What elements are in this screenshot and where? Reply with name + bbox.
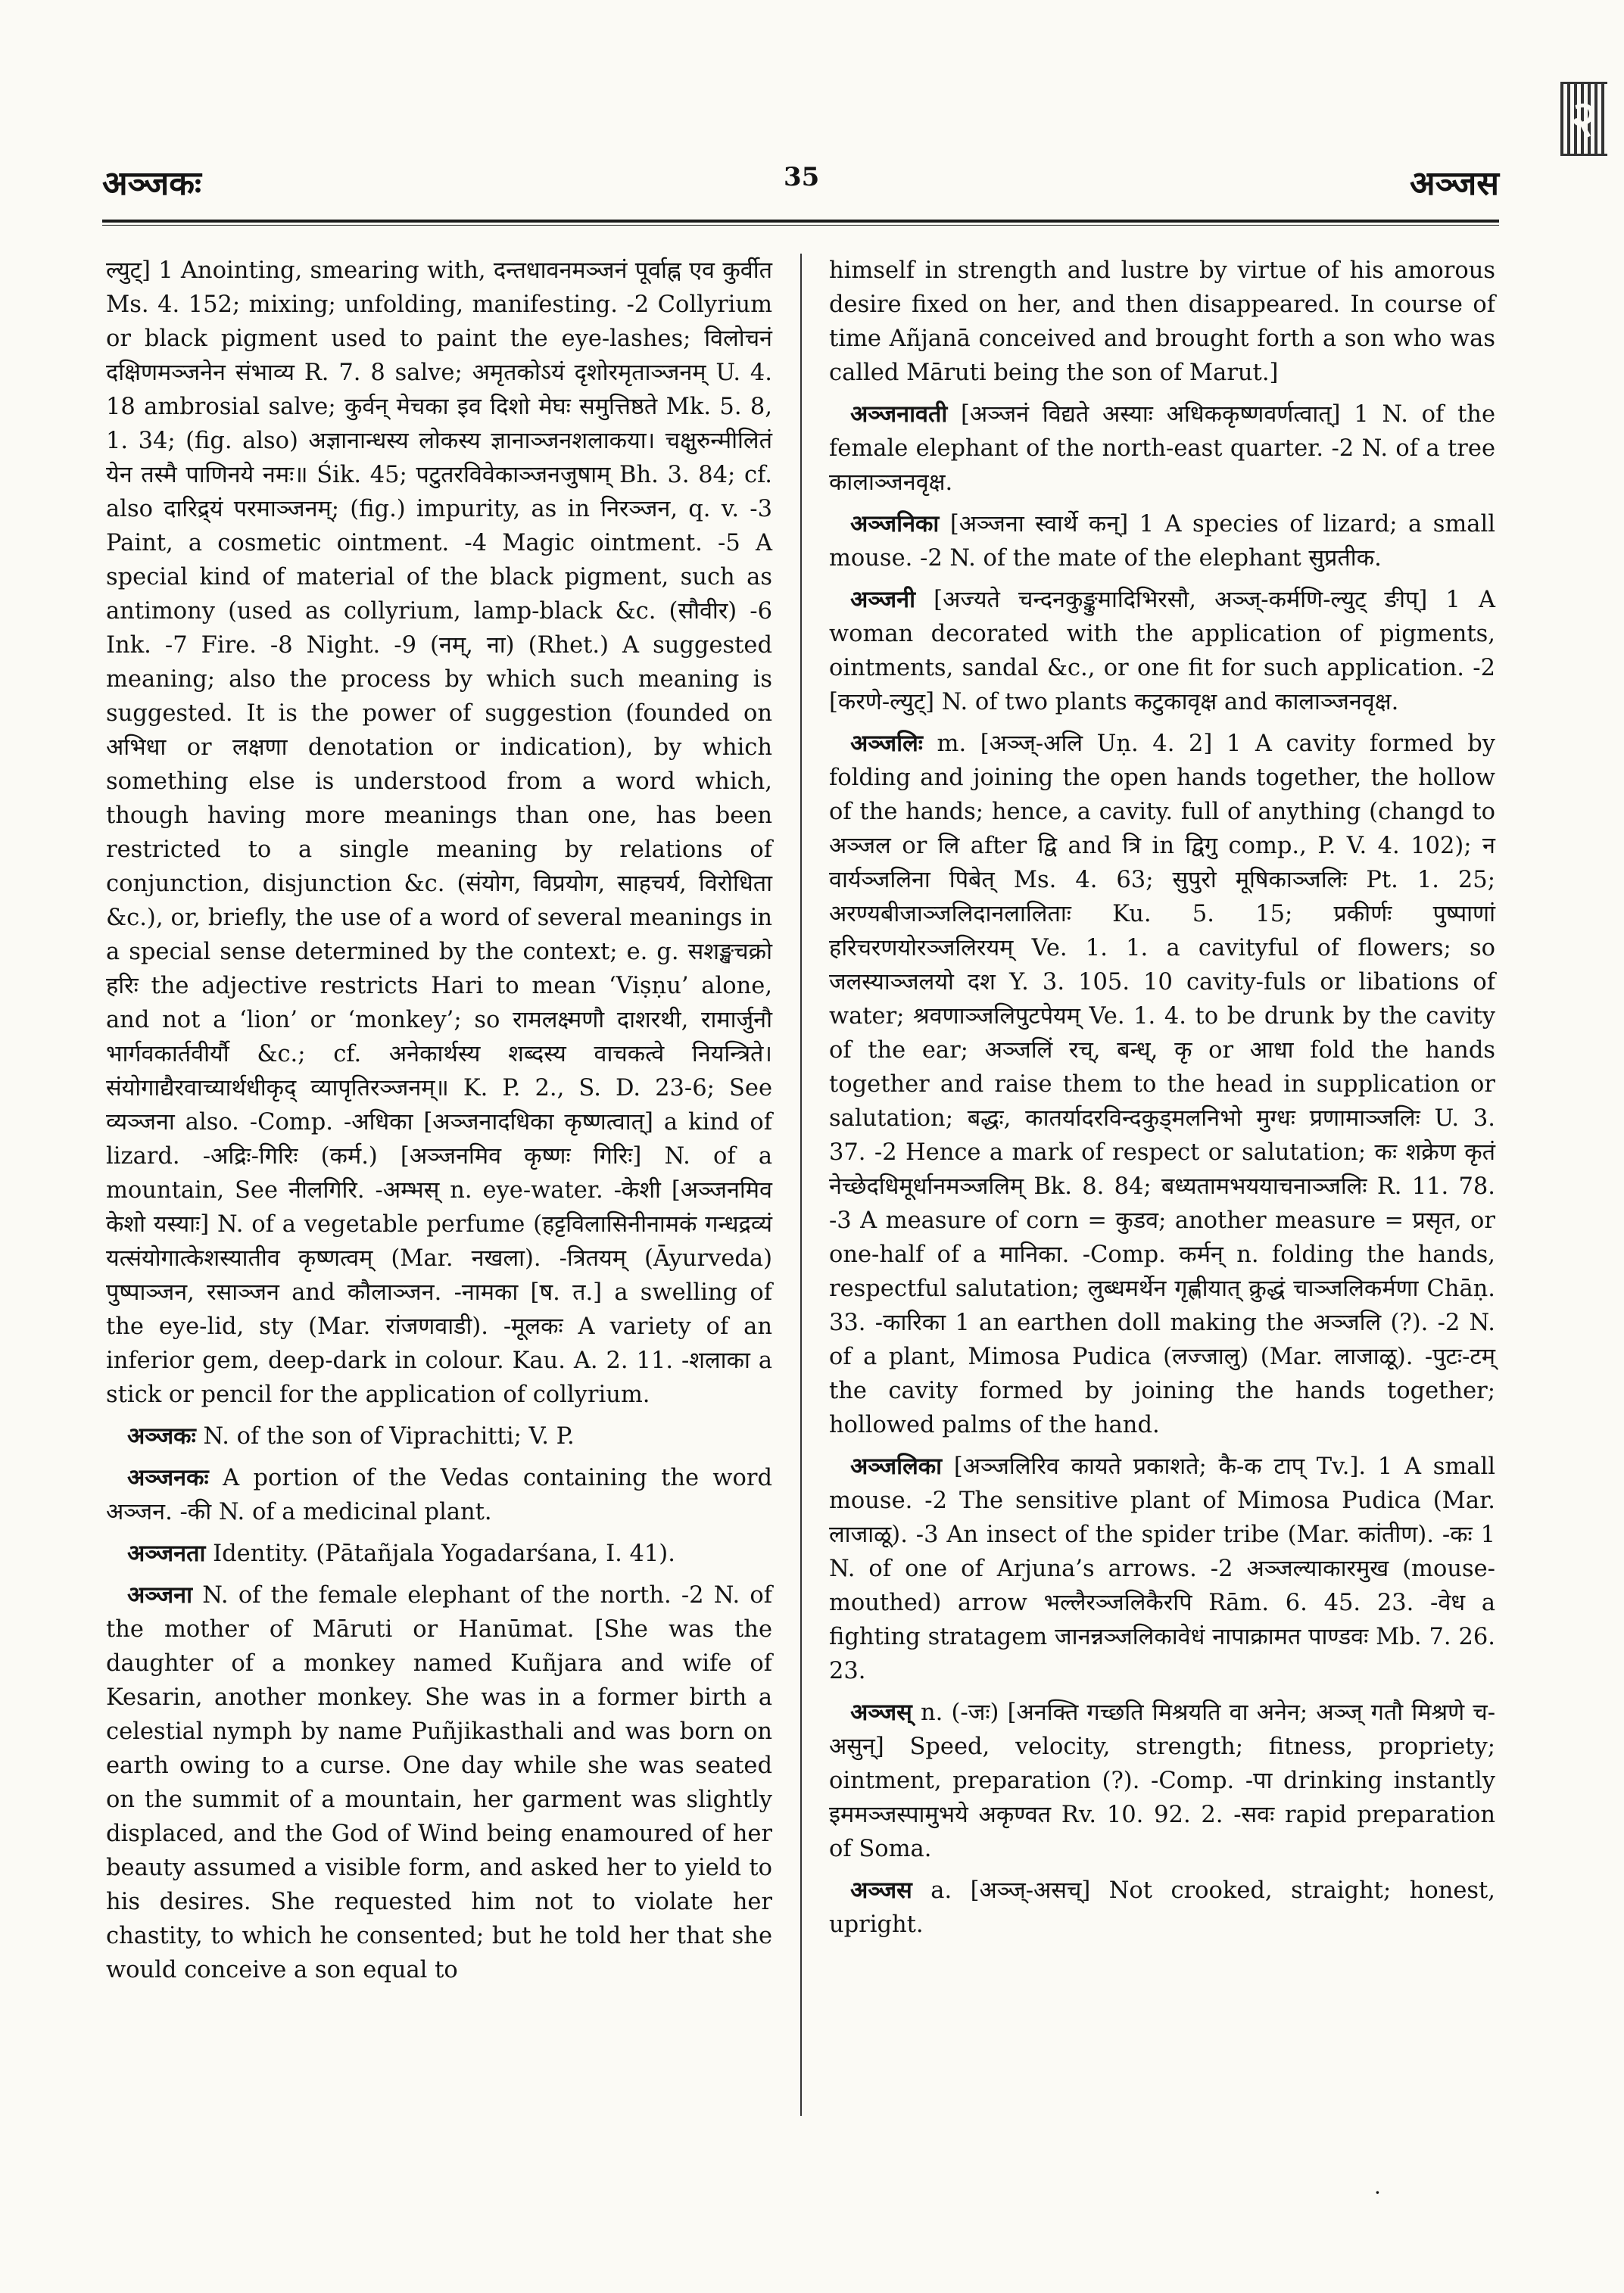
entry-headword: अञ्जनावती <box>850 400 948 428</box>
header-rule-thin <box>102 225 1499 226</box>
stray-mark: · <box>1374 2180 1381 2205</box>
entry-text: [अज्यते चन्दनकुङ्कुमादिभिरसौ, अञ्ज्-कर्मणि-ल्युट् ङीप्] 1 A woman decorated with the application of pigments, ointments, sandal &c., or one fit for such application. -2 [करणे-ल्युट्] N. of two plants कटुकावृक्ष and कालाञ्जनवृक्ष. <box>829 587 1495 715</box>
entry-text: [अञ्जना स्वार्थे कन्] 1 A species of lizard; a small mouse. -2 N. of the mate of the elephant सुप्रतीक. <box>829 511 1495 572</box>
entry-text: Identity. (Pātañjala Yogadarśana, I. 41). <box>205 1541 675 1567</box>
entry-headword: अञ्जस् <box>850 1699 912 1726</box>
entry-headword: अञ्जलिः <box>850 730 923 757</box>
right-column <box>829 254 1495 1949</box>
dictionary-entry <box>829 507 1495 575</box>
entry-headword: अञ्जलिका <box>850 1453 943 1480</box>
entry-text: A portion of the Vedas containing the word अञ्जन. -की N. of a medicinal plant. <box>106 1465 772 1525</box>
dictionary-entry <box>106 1578 772 1987</box>
entry-text: n. (-जः) [अनक्ति गच्छति मिश्रयति वा अनेन; अञ्ज् गतौ मिश्रणे च-असुन्] Speed, velocity, strength; fitness, propriety; ointment, preparation (?). -Comp. -पा drinking instantly इममञ्जस्पामुभये अकृण्वत Rv. 10. 92. 2. -सवः rapid preparation of Soma. <box>829 1699 1495 1862</box>
header-right-headword: अञ्जस <box>1409 164 1499 203</box>
entry-headword: अञ्जना <box>127 1581 193 1609</box>
entry-headword: अञ्जनिका <box>850 510 940 537</box>
dictionary-entry <box>829 727 1495 1442</box>
entry-text: [अञ्जनं विद्यते अस्याः अधिककृष्णवर्णत्वात्] 1 N. of the female elephant of the north-east quarter. -2 N. of a tree कालाञ्जनवृक्ष. <box>829 401 1495 496</box>
entry-text: himself in strength and lustre by virtue of his amorous desire fixed on her, and then disappeared. In course of time Añjanā conceived and brought forth a son who was called Māruti being the son of Marut.] <box>829 257 1495 386</box>
entry-text: a. [अञ्ज्-असच्] Not crooked, straight; honest, upright. <box>829 1877 1495 1938</box>
entry-headword: अञ्जनता <box>127 1540 206 1567</box>
entry-headword: अञ्जकः <box>127 1422 196 1450</box>
entry-text: [अञ्जलिरिव कायते प्रकाशते; कै-क टाप् Tv.]. 1 A small mouse. -2 The sensitive plant of Mimosa Pudica (Mar. लाजाळू). -3 An insect of the spider tribe (Mar. कांतीण). -कः 1 N. of one of Arjuna’s arrows. -2 अञ्जल्याकारमुख (mouse-mouthed) arrow भल्लैरञ्जलिकैरपि Rām. 6. 45. 23. -वेध a fighting stratagem जानन्नञ्जलिकावेधं नापाक्रामत पाण्डवः Mb. 7. 26. 23. <box>829 1453 1495 1684</box>
dictionary-entry <box>829 1450 1495 1688</box>
entry-text: N. of the son of Viprachitti; V. P. <box>195 1423 575 1450</box>
dictionary-entry <box>106 254 772 1412</box>
column-divider <box>800 254 802 2116</box>
page-number: 35 <box>784 162 820 192</box>
dictionary-entry <box>829 254 1495 390</box>
entry-headword: अञ्जनकः <box>127 1464 209 1491</box>
dictionary-entry <box>829 583 1495 719</box>
dictionary-entry <box>106 1419 772 1453</box>
entry-text: N. of the female elephant of the north. -2 N. of the mother of Māruti or Hanūmat. [She was the daughter of a monkey named Kuñjara and wife of Kesarin, another monkey. She was in a former birth a celestial nymph by name Puñjikasthali and was born on earth owing to a curse. One day while she was seated on the summit of a mountain, her garment was slightly displaced, and the God of Wind being enamoured of her beauty assumed a visible form, and asked her to yield to his desires. She requested him not to violate her chastity, to which he consented; but he told her that she would conceive a son equal to <box>106 1582 772 1983</box>
dictionary-entry <box>829 397 1495 500</box>
entry-text: ल्युट्] 1 Anointing, smearing with, दन्तधावनमञ्जनं पूर्वाह्न एव कुर्वीत Ms. 4. 152; mixing; unfolding, manifesting. -2 Collyrium or black pigment used to paint the eye-lashes; विलोचनं दक्षिणमञ्जनेन संभाव्य R. 7. 8 salve; अमृतकोऽयं दृशोरमृताञ्जनम् U. 4. 18 ambrosial salve; कुर्वन् मेचका इव दिशो मेघः समुत्तिष्ठते Mk. 5. 8, 1. 34; (fig. also) अज्ञानान्धस्य लोकस्य ज्ञानाञ्जनशलाकया। चक्षुरुन्मीलितं येन तस्मै पाणिनये नमः॥ Śik. 45; पटुतरविवेकाञ्जनजुषाम् Bh. 3. 84; cf. also दारिद्र्यं परमाञ्जनम्; (fig.) impurity, as in निरञ्जन, q. v. -3 Paint, a cosmetic ointment. -4 Magic ointment. -5 A special kind of material of the black pigment, such as antimony (used as collyrium, lamp-black &c. (सौवीर) -6 Ink. -7 Fire. -8 Night. -9 (नम्, ना) (Rhet.) A suggested meaning; also the process by which such meaning is suggested. It is the power of suggestion (founded on अभिधा or लक्षणा denotation or indication), by which something else is understood from a word which, though having more meanings than one, has been restricted to a single meaning by relations of conjunction, disjunction &c. (संयोग, विप्रयोग, साहचर्य, विरोधिता &c.), or, briefly, the use of a word of several meanings in a special sense determined by the context; e. g. सशङ्खचक्रो हरिः the adjective restricts Hari to mean ‘Viṣṇu’ alone, and not a ‘lion’ or ‘monkey’; so रामलक्ष्मणौ दाशरथी, रामार्जुनौ भार्गवकार्तवीर्यौ &c.; cf. अनेकार्थस्य शब्दस्य वाचकत्वे नियन्त्रिते। संयोगाद्यैरवाच्यार्थधीकृद् व्यापृतिरञ्जनम्॥ K. P. 2., S. D. 23-6; See व्यञ्जना also. -Comp. -अधिका [अञ्जनादधिका कृष्णत्वात्] a kind of lizard. -अद्रिः-गिरिः (कर्म.) [अञ्जनमिव कृष्णः गिरिः] N. of a mountain, See नीलगिरि. -अम्भस् n. eye-water. -केशी [अञ्जनमिव केशो यस्याः] N. of a vegetable perfume (हट्टविलासिनीनामकं गन्धद्रव्यं यत्संयोगात्केशस्यातीव कृष्णत्वम् (Mar. नखला). -त्रितयम् (Āyurveda) पुष्पाञ्जन, रसाञ्जन and कौलाञ्जन. -नामका [ष. त.] a swelling of the eye-lid, sty (Mar. रांजणवाडी). -मूलकः A variety of an inferior gem, deep-dark in colour. Kau. A. 2. 11. -शलाका a stick or pencil for the application of collyrium. <box>106 257 772 1408</box>
dictionary-entry <box>829 1874 1495 1942</box>
entry-text: m. [अञ्ज्-अलि Uṇ. 4. 2] 1 A cavity formed by folding and joining the open hands together, the hollow of the hands; hence, a cavity. full of anything (changd to अञ्जल or लि after द्वि and त्रि in द्विगु comp., P. V. 4. 102); न वार्यञ्जलिना पिबेत् Ms. 4. 63; सुपुरो मूषिकाञ्जलिः Pt. 1. 25; अरण्यबीजाञ्जलिदानलालिताः Ku. 5. 15; प्रकीर्णः पुष्पाणां हरिचरणयोरञ्जलिरयम् Ve. 1. 1. a cavityful of flowers; so जलस्याञ्जलयो दश Y. 3. 105. 10 cavity-fuls or libations of water; श्रवणाञ्जलिपुटपेयम् Ve. 1. 4. to be drunk by the cavity of the ear; अञ्जलिं रच्, बन्ध्, कृ or आधा fold the hands together and raise them to the head in supplication or salutation; बद्धः, कातर्यादरविन्दकुड्मलनिभो मुग्धः प्रणामाञ्जलिः U. 3. 37. -2 Hence a mark of respect or salutation; कः शक्रेण कृतं नेच्छेदधिमूर्धानमञ्जलिम् Bk. 8. 84; बध्यतामभययाचनाञ्जलिः R. 11. 78. -3 A measure of corn = कुडव; another measure = प्रसृत, or one-half of a मानिका. -Comp. कर्मन् n. folding the hands, respectful salutation; लुब्धमर्थेन गृह्णीयात् क्रुद्धं चाञ्जलिकर्मणा Chāṇ. 33. -कारिका 1 an earthen doll making the अञ्जलि (?). -2 N. of a plant, Mimosa Pudica (लज्जालु) (Mar. लाजाळू). -पुटः-टम् the cavity formed by joining the hands together; hollowed palms of the hand. <box>829 731 1495 1438</box>
dictionary-entry <box>106 1537 772 1571</box>
page-edge-mark: २ <box>1560 82 1607 156</box>
dictionary-entry <box>829 1696 1495 1866</box>
left-column <box>106 254 772 1995</box>
header-left-headword: अञ्जकः <box>102 164 201 203</box>
page-header <box>102 159 1499 220</box>
header-rule <box>102 220 1499 223</box>
entry-headword: अञ्जस <box>850 1877 912 1904</box>
dictionary-entry <box>106 1461 772 1529</box>
entry-headword: अञ्जनी <box>850 586 916 613</box>
